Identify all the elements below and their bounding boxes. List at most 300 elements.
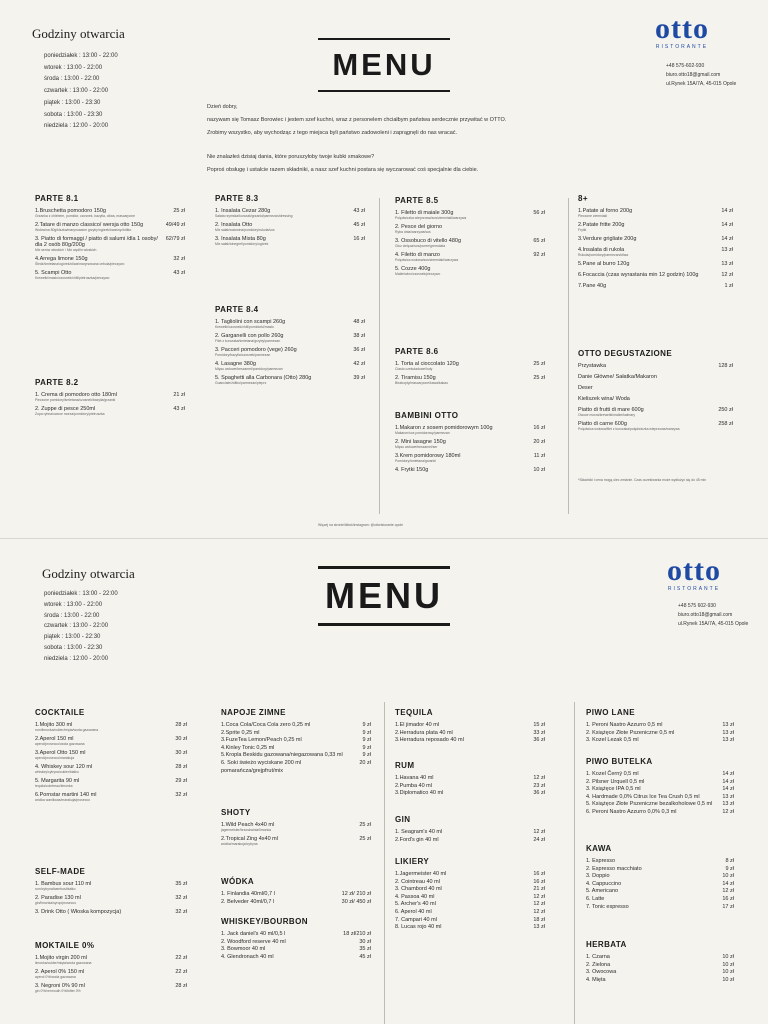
menu-item-description: gin/limonka/syrop/prosecco — [35, 901, 77, 905]
menu-item-name: 3. Drink Otto ( Włoska kompozycja) — [35, 909, 122, 915]
section-title: PIWO LANE — [586, 708, 635, 717]
logo-subtitle: RISTORANTE — [667, 586, 721, 592]
menu-item — [215, 375, 365, 386]
menu-item — [395, 775, 545, 781]
menu-item-name-block — [221, 946, 359, 952]
greeting-line: Zrobimy wszystko, aby wychodząc z tego miejsca byli państwo zadowoleni i zaprągnęli do nas wracać. — [207, 129, 458, 136]
menu-item — [215, 347, 365, 358]
menu-item-price: 14 zł — [722, 786, 734, 793]
title-rule-top — [318, 38, 450, 40]
menu-item-name: 3.Aperol Otto 150 ml — [35, 750, 86, 756]
menu-item-price: 16 zł — [722, 895, 734, 902]
menu-item-price: 36 zł — [533, 737, 545, 744]
menu-item-name: 6.Focaccia (czas wyrastania min 12 godzin) 100g — [578, 272, 699, 278]
menu-item-name-block — [586, 896, 722, 902]
menu-item-name-block — [35, 778, 175, 789]
opening-hours — [42, 566, 135, 665]
menu-item-price: 17 zł — [722, 903, 734, 910]
menu-item-name: 5. Archer's 40 ml — [395, 901, 436, 908]
menu-item-name: 2.Patate fritte 200g — [578, 222, 625, 228]
menu-item-price: 13 zł — [722, 722, 734, 728]
menu-item-price: 15 zł — [533, 722, 545, 728]
menu-item — [578, 272, 733, 278]
menu-title-text: MENU — [325, 575, 443, 616]
menu-item-name: 4. Passoa 40 ml — [395, 893, 435, 900]
menu-item-name-block — [578, 236, 721, 242]
menu-item — [395, 252, 545, 263]
menu-item-price: 12 zł — [722, 808, 734, 815]
menu-item-name-block — [35, 222, 166, 233]
menu-item-name: 6. Peroni Nastro Azzurro 0,0% 0,3 ml — [586, 808, 677, 815]
menu-item-name: 7. Campari 40 ml — [395, 916, 437, 923]
menu-item-description: Krewetki/masło/czosnek/chili/pietruszka/pieczywo — [35, 276, 110, 280]
menu-item-price: 14 zł — [721, 236, 733, 242]
menu-item-price: 21 zł — [173, 392, 185, 398]
menu-section-moktaile — [35, 941, 187, 997]
menu-item-name: 4. Glendronach 40 ml — [221, 953, 274, 960]
opening-hours-title: Godziny otwarcia — [42, 566, 135, 581]
logo-wordmark: otto — [667, 554, 721, 587]
menu-item-name: 4.Insalata di rukola — [578, 247, 625, 253]
menu-item-description: Gicz cielęca/sos/puree/gremolata — [395, 244, 446, 248]
menu-item — [395, 783, 545, 789]
menu-item-name: 3.Diplomatico 40 ml — [395, 790, 444, 797]
column-divider — [574, 702, 575, 1024]
menu-item — [578, 407, 733, 418]
menu-item — [395, 224, 545, 235]
logo-wordmark: otto — [655, 12, 709, 45]
menu-item — [395, 467, 545, 473]
menu-item-price: 9 zł — [362, 744, 371, 751]
hours-row: czwartek : 13:00 - 22:00 — [44, 88, 109, 95]
menu-item-name-block — [586, 881, 722, 887]
menu-item-price: 25 zł — [173, 208, 185, 214]
drinks-menu-page — [0, 542, 768, 1024]
menu-item-name-block — [221, 899, 342, 905]
menu-item-name-block — [578, 261, 721, 267]
title-rule-bottom — [318, 623, 450, 626]
menu-item-price: 16 zł — [533, 871, 545, 877]
menu-item — [578, 374, 733, 380]
menu-section-piwo-butelka — [586, 757, 734, 817]
menu-item-price: 29 zł — [175, 778, 187, 784]
section-title: GIN — [395, 815, 411, 824]
menu-item-name: 5. Cozze 400g — [395, 266, 431, 272]
hours-row: niedziela : 12:00 - 20:00 — [44, 123, 109, 130]
menu-item-name: 2.Sprite 0,25 ml — [221, 729, 260, 736]
menu-item-name-block — [586, 737, 722, 743]
menu-item-name: 4. Whiskey sour 120 ml — [35, 764, 93, 770]
menu-item-name-block — [395, 224, 545, 235]
menu-item-name-block — [35, 983, 175, 994]
contact-email: biuro.otto18@gmail.com — [678, 612, 733, 618]
menu-item-price: 10 zł — [533, 467, 545, 473]
menu-item-name: 1. Peroni Nastro Azzurro 0,5 ml — [586, 722, 663, 728]
menu-item-name: 2. Espresso macchiato — [586, 865, 642, 872]
menu-item-name-block — [35, 792, 175, 803]
menu-item-name: 2. Mini lasagne 150g — [395, 439, 446, 445]
menu-item-name: 5. Spaghetti alla Carbonara (Otto) 280g — [215, 375, 312, 381]
menu-item-name-block — [215, 222, 353, 233]
menu-item-name: 2. Insalata Otto — [215, 222, 253, 228]
menu-item — [586, 737, 734, 743]
menu-item-name: 4. Lasagne 380g — [215, 361, 256, 367]
greeting-line: Poproś obsługę i ustalcie razem składniki, a nasz szef kuchni postara się wyczarować coś specjalnie dla ciebie. — [207, 167, 479, 174]
menu-item-description: Małże/wino/czosnek/pieczywo — [395, 272, 441, 276]
menu-item-price: 45 zł — [353, 222, 365, 228]
menu-item-name-block — [578, 283, 724, 289]
menu-item-price: 13 zł — [533, 924, 545, 931]
menu-item-name: 3. Negroni 0% 90 ml — [35, 983, 85, 989]
menu-item — [395, 901, 545, 907]
menu-item-name-block — [221, 931, 343, 937]
menu-item-price: 65 zł — [533, 238, 545, 244]
menu-item-name: 1.Mojito 300 ml — [35, 722, 73, 728]
menu-item-price: 21 zł — [533, 886, 545, 893]
section-title: BAMBINI OTTO — [395, 411, 459, 420]
menu-item — [586, 881, 734, 887]
section-title: PARTE 8.2 — [35, 378, 79, 387]
menu-item-description: whiskey/cytryna/cukier/białko — [35, 770, 79, 774]
menu-item-price: 14 zł — [722, 778, 734, 785]
menu-item-name-block — [586, 969, 722, 975]
menu-item-price: 28 zł — [175, 764, 187, 770]
menu-item-description: Grzanka z chlebem, pomidor, czosnek, bazylia, oliwa, mascarpone — [35, 214, 136, 218]
menu-item-name: 5. Książęce Złote Pszeniczne bezalkoholowe 0,5 ml — [586, 801, 713, 808]
menu-item-description: Owoce morza/krewetki/małże/kalmary — [578, 413, 636, 417]
section-title: WHISKEY/BOURBON — [221, 917, 308, 926]
menu-item — [578, 222, 733, 233]
menu-item-price: 10 zł — [722, 954, 734, 960]
menu-item-name: 1.Wild Peach 4x40 ml — [221, 822, 275, 828]
contact-phone: +48 575-602-930 — [666, 63, 705, 69]
menu-item-name-block — [586, 873, 722, 879]
menu-item-name-block — [586, 904, 722, 910]
menu-item-name: 2. Woodford reserve 40 ml — [221, 938, 286, 945]
menu-item — [586, 962, 734, 968]
menu-item-price: 12 zł — [533, 775, 545, 781]
menu-section-parte-8-2 — [35, 378, 185, 420]
contact-address: ul.Rynek 15A/7A, 45-015 Opole — [666, 81, 737, 87]
menu-item-name: 1.Mojito virgin 200 ml — [35, 955, 87, 961]
menu-item-price: 16 zł — [533, 878, 545, 885]
menu-item — [35, 955, 187, 966]
menu-item-description: Mięso wołowe/beszamel/pomidory/parmezan — [215, 367, 283, 371]
menu-footer: Więcej na stronie/tiktok/instagram: @ottoristorante.opole — [318, 523, 404, 527]
menu-item-name-block — [395, 425, 533, 436]
menu-item — [221, 752, 371, 758]
hours-row: wtorek : 13:00 - 22:00 — [44, 64, 103, 71]
menu-item — [578, 385, 733, 391]
menu-item-name-block — [586, 888, 722, 894]
menu-item-name-block — [586, 858, 725, 864]
menu-item-name: 5. Margarita 90 ml — [35, 778, 80, 784]
menu-item — [586, 969, 734, 975]
menu-item-name-block — [578, 272, 721, 278]
menu-item — [35, 406, 185, 417]
menu-item — [395, 439, 545, 450]
menu-item-description: Sałata rzymska/kurczak/grzanki/parmezan/dressing — [215, 214, 293, 218]
menu-item — [221, 745, 371, 751]
menu-item-name: 1. Kozel Černý 0,5 ml — [586, 771, 639, 777]
menu-item-name-block — [35, 750, 175, 761]
menu-item-name: 6. Latte — [586, 895, 605, 902]
menu-item-description: rum/cytryna/bambus/białko — [35, 887, 76, 891]
menu-item-description: Polędwica wołowa/sos/ziemniaki/warzywa — [395, 258, 459, 262]
menu-item-name: 1.El jimador 40 ml — [395, 722, 440, 728]
menu-item — [578, 247, 733, 258]
menu-item — [35, 778, 187, 789]
menu-item — [35, 792, 187, 803]
menu-item-name-block — [221, 752, 362, 758]
menu-item-price: 18 zł — [533, 916, 545, 923]
menu-item — [35, 222, 185, 233]
menu-item — [35, 895, 187, 906]
menu-item-name: 1. Insalata Cezar 280g — [215, 208, 271, 214]
menu-item — [586, 801, 734, 807]
menu-item-name-block — [586, 962, 722, 968]
menu-item-name: Deser — [578, 385, 593, 391]
menu-item-name-block — [395, 737, 533, 743]
menu-item-name: 5. Americano — [586, 888, 619, 895]
menu-item-price: 14 zł — [722, 880, 734, 887]
menu-item-name: 1.Bruschetta pomodoro 150g — [35, 208, 106, 214]
menu-item-price: 35 zł — [359, 946, 371, 953]
menu-item-description: Frytki — [578, 228, 587, 232]
hours-row: czwartek : 13:00 - 22:00 — [44, 623, 109, 630]
hours-row: niedziela : 12:00 - 20:00 — [44, 655, 109, 662]
opening-hours-title: Godziny otwarcia — [32, 26, 125, 41]
menu-item-name: 5.Pane al burro 120g — [578, 261, 630, 267]
menu-item-name: 1.Patate al forno 200g — [578, 208, 633, 214]
menu-item-name: 4.Kinley Tonic 0,25 ml — [221, 744, 275, 751]
menu-section-bambini-otto — [395, 411, 545, 478]
hours-row: sobota : 13:00 - 22:30 — [44, 644, 103, 651]
menu-item-name-block — [395, 252, 533, 263]
menu-section-8-plus — [578, 194, 733, 294]
menu-item — [586, 888, 734, 894]
menu-item-price: 32 zł — [175, 895, 187, 901]
menu-item-description: Pomidory/śmietana/grzanki — [395, 459, 436, 463]
menu-item — [586, 873, 734, 879]
menu-item — [221, 737, 371, 743]
menu-item-name-block — [395, 266, 545, 277]
menu-item — [35, 270, 185, 281]
menu-item-name: 3. Kozel Lezak 0,5 ml — [586, 737, 639, 744]
menu-item-price: 128 zł — [718, 363, 733, 369]
menu-item-description: limonka/cukier/mięta/woda gazowana — [35, 961, 92, 965]
menu-item-name: 2.Tatare di manzo classico/ wersja otto 150g — [35, 222, 144, 228]
logo-subtitle: RISTORANTE — [655, 44, 709, 50]
menu-item-price: 30 zł — [175, 736, 187, 742]
menu-item-name-block — [35, 955, 175, 966]
menu-item-price: 16 zł — [353, 236, 365, 242]
menu-item-price: 13 zł — [722, 737, 734, 744]
menu-item-name: 4. Mięta — [586, 976, 606, 983]
menu-item-description: gin 0%/vermouth 0%/bitter 0% — [35, 989, 81, 993]
opening-hours — [32, 26, 125, 133]
menu-item-name: Przystawka — [578, 363, 607, 369]
menu-item — [395, 453, 545, 464]
menu-item-name-block — [586, 779, 722, 785]
menu-item-name-block — [35, 881, 175, 892]
menu-item — [395, 879, 545, 885]
menu-item-price: 25 zł — [359, 822, 371, 828]
menu-item-price: 9 zł — [362, 752, 371, 759]
menu-item-name: 2.Pumba 40 ml — [395, 782, 432, 789]
menu-item-name: 1. Crema di pomodoro otto 180ml — [35, 392, 117, 398]
menu-item — [35, 236, 185, 253]
menu-item-name-block — [221, 730, 362, 736]
menu-item-name-block — [395, 238, 533, 249]
contact-email: biuro.otto18@gmail.com — [666, 72, 721, 78]
menu-item-name: 2. Tiramisu 150g — [395, 375, 436, 381]
menu-item — [395, 837, 545, 843]
menu-item-price: 12 zł — [721, 272, 733, 278]
menu-section-shoty — [221, 808, 371, 850]
menu-item-price: 13 zł — [721, 261, 733, 267]
menu-item-name-block — [395, 775, 533, 781]
menu-item-name: 3. Piatto di formaggi / piatto di salumi /dla 1 osoby/ dla 2 osób 80g/200g — [35, 236, 158, 248]
menu-title — [318, 566, 450, 626]
menu-item-price: 9 zł — [362, 722, 371, 728]
menu-item-name-block — [578, 363, 718, 369]
menu-item-price: 10 zł — [722, 976, 734, 983]
menu-item-price: 9 zł — [725, 865, 734, 872]
menu-section-kawa — [586, 844, 734, 911]
menu-item-name: 2. Belveder 40ml/0,7 l — [221, 898, 275, 905]
menu-item-name-block — [586, 730, 722, 736]
menu-item-name-block — [578, 208, 721, 219]
menu-item-price: 1 zł — [724, 283, 733, 289]
menu-section-wodka — [221, 877, 371, 906]
menu-item-name-block — [395, 901, 533, 907]
menu-item — [395, 924, 545, 930]
menu-section-parte-8-6 — [395, 347, 545, 389]
section-title: PARTE 8.6 — [395, 347, 439, 356]
menu-item-description: tequila/cointreau/limonka — [35, 784, 73, 788]
menu-section-parte-8-5 — [395, 196, 545, 280]
menu-item-price: 12 zł — [722, 888, 734, 895]
menu-item-description: Wołowina 80g/kiszka/marynowane grzyby/ogórek/kwaśny/żółtko — [35, 228, 132, 232]
menu-item-name: 3. Książęce IPA 0,5 ml — [586, 786, 641, 793]
menu-item-name-block — [221, 760, 359, 766]
menu-item-name-block — [586, 809, 722, 815]
menu-item-price: 14 zł — [721, 222, 733, 228]
menu-item — [395, 829, 545, 835]
menu-item-name: 1. Espresso — [586, 858, 616, 864]
menu-item-price: 13 zł — [722, 801, 734, 808]
menu-item-name: 5.Kropla Beskidu gazowana/niegazowana 0,33 ml — [221, 752, 343, 759]
menu-item — [395, 361, 545, 372]
menu-item — [395, 871, 545, 877]
menu-item — [35, 750, 187, 761]
menu-item — [395, 730, 545, 736]
menu-item — [586, 771, 734, 777]
menu-item-name-block — [395, 375, 533, 386]
menu-item-name-block — [221, 722, 362, 728]
menu-item-name: 3. Ossobuco di vitello 480g — [395, 238, 462, 244]
menu-item-name-block — [215, 347, 353, 358]
menu-item — [221, 836, 371, 847]
menu-item-description: wódka/marakuja/cytryna — [221, 842, 258, 846]
menu-item-description: Pieczone ziemniaki — [578, 214, 608, 218]
menu-item-name: 2. Aperol 0% 150 ml — [35, 969, 85, 975]
opening-hours-list — [44, 51, 125, 133]
menu-item-name-block — [578, 421, 718, 432]
menu-item-price: 9 zł — [362, 737, 371, 744]
menu-item-price: 28 zł — [175, 722, 187, 728]
menu-section-self-made — [35, 867, 187, 917]
menu-item-name-block — [35, 909, 175, 915]
menu-item-name: 2. Pilsner Urquell 0,5 ml — [586, 778, 645, 785]
menu-item-name-block — [586, 771, 722, 777]
menu-item — [586, 977, 734, 983]
menu-item-price: 43 zł — [173, 406, 185, 412]
menu-item-name-block — [35, 722, 175, 733]
menu-item — [586, 904, 734, 910]
menu-item-name-block — [395, 924, 533, 930]
menu-item-name-block — [578, 385, 733, 391]
menu-item-description: jagermeister/brzoskwinia/limonka — [221, 828, 271, 832]
menu-item — [395, 790, 545, 796]
menu-item-price: 30 zł — [175, 750, 187, 756]
menu-item-name-block — [215, 236, 353, 247]
menu-item — [35, 722, 187, 733]
menu-item — [395, 266, 545, 277]
menu-item-name: 3. Doppio — [586, 873, 610, 880]
section-title: PARTE 8.4 — [215, 305, 259, 314]
menu-item-name: 1. Jack daniel's 40 ml/0,5 l — [221, 931, 286, 937]
greeting-line: Nie znalazłeś dzisiaj dania, które poruszyłoby twoje kubki smakowe? — [207, 154, 375, 161]
menu-item-description: Ciasto czekoladowe/lody — [395, 367, 433, 371]
menu-item — [578, 363, 733, 369]
menu-item-name-block — [578, 407, 718, 418]
menu-item-name-block — [395, 783, 533, 789]
menu-item-name: 2.Ford's gin 40 ml — [395, 836, 439, 843]
menu-item — [578, 208, 733, 219]
menu-item — [395, 909, 545, 915]
menu-item-name-block — [221, 836, 359, 847]
menu-item-name: 4. Frytki 150g — [395, 467, 429, 473]
menu-item-description: Biszkopty/mascarpone/kawa/kakao — [395, 381, 448, 385]
menu-item-price: 22 zł — [175, 955, 187, 961]
hours-row: środa : 13:00 - 22:00 — [44, 612, 100, 619]
menu-item-name: 3.FuzeTea Lemon/Peach 0,25 ml — [221, 737, 302, 744]
column-divider — [568, 198, 569, 514]
menu-item-name: 5. Scampi Otto — [35, 270, 72, 276]
menu-item-description: Makaron/sos pomidorowy/parmezan — [395, 431, 450, 435]
menu-title — [318, 38, 450, 92]
menu-section-parte-8-4 — [215, 305, 365, 389]
menu-section-rum — [395, 761, 545, 798]
menu-item-price: 30 zł — [359, 938, 371, 945]
section-title: WÓDKA — [221, 877, 255, 886]
section-title: PARTE 8.3 — [215, 194, 259, 203]
menu-item — [215, 319, 365, 330]
menu-item-price: 45 zł — [359, 953, 371, 960]
menu-item-name: 4. Hardmade 0,0% Citrus Ice Tea Crush 0,5 ml — [586, 793, 700, 800]
menu-item-name: Piatto di frutti di mare 600g — [578, 407, 644, 413]
menu-item — [578, 283, 733, 289]
menu-item-name-block — [395, 730, 533, 736]
menu-item-price: 23 zł — [533, 782, 545, 789]
menu-item-price: 20 zł — [533, 439, 545, 445]
menu-item-name: 7.Pane 40g — [578, 283, 607, 289]
menu-item-name-block — [395, 909, 533, 915]
menu-item-description: aperol 0%/woda gazowana — [35, 975, 76, 979]
menu-item — [586, 866, 734, 872]
